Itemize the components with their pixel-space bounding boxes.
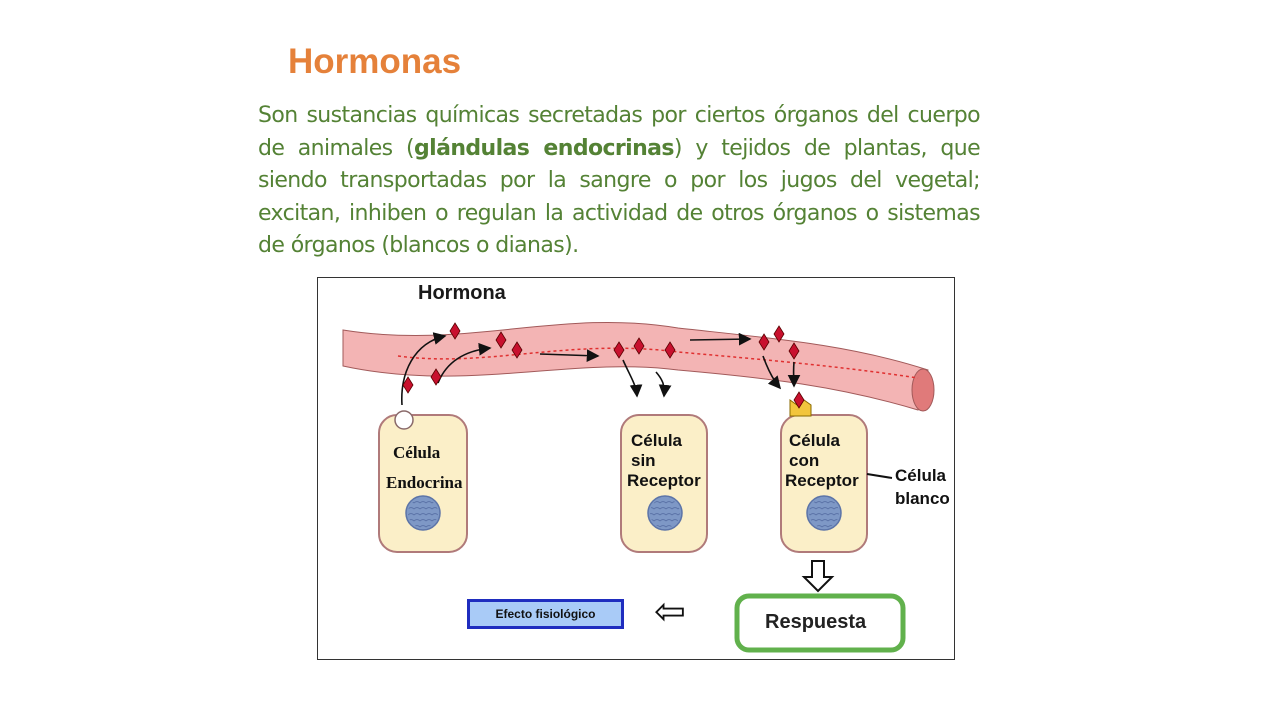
response-arrow bbox=[804, 561, 832, 591]
endocrine-nucleus bbox=[406, 496, 440, 530]
target-label-1: Célula bbox=[895, 466, 947, 485]
diffuse-arrow-2 bbox=[656, 372, 664, 396]
no-receptor-label-3: Receptor bbox=[627, 471, 701, 490]
hormone-diagram bbox=[317, 277, 955, 660]
definition-text-end: ) y tejidos de plantas, que siendo transportadas por la sangre o por los jugos del vegetal; excitan, inhiben o regulan la actividad de otros órganos o sistemas de órganos (blancos o dianas). bbox=[258, 135, 981, 258]
page-title: Hormonas bbox=[288, 42, 462, 81]
no-receptor-label-2: sin bbox=[631, 451, 656, 470]
hormone-diagram-canvas bbox=[318, 278, 954, 659]
endocrine-cell-label-1: Célula bbox=[393, 443, 441, 462]
blood-vessel bbox=[343, 322, 928, 410]
target-pointer-line bbox=[867, 474, 892, 478]
response-label: Respuesta bbox=[765, 611, 867, 633]
with-receptor-label-1: Célula bbox=[789, 431, 841, 450]
vesicle bbox=[395, 411, 413, 429]
target-nucleus bbox=[807, 496, 841, 530]
with-receptor-label-2: con bbox=[789, 451, 820, 470]
with-receptor-label-3: Receptor bbox=[785, 471, 859, 490]
endocrine-cell-label-2: Endocrina bbox=[386, 473, 463, 492]
target-label-2: blanco bbox=[895, 489, 950, 508]
no-receptor-label-1: Célula bbox=[631, 431, 683, 450]
no-receptor-nucleus bbox=[648, 496, 682, 530]
physiological-effect-box: Efecto fisiológico bbox=[467, 599, 624, 629]
vessel-opening bbox=[912, 369, 934, 411]
hormone-definition bbox=[258, 100, 980, 263]
left-arrow-icon: ⇦ bbox=[654, 589, 686, 633]
definition-text-start: Son sustancias químicas secretadas por ciertos órganos del cuerpo de animales ( bbox=[258, 103, 980, 161]
flow-arrow-2 bbox=[690, 339, 750, 340]
hormone-label: Hormona bbox=[418, 282, 506, 304]
endocrine-glands-term: glándulas endocrinas bbox=[414, 135, 674, 161]
